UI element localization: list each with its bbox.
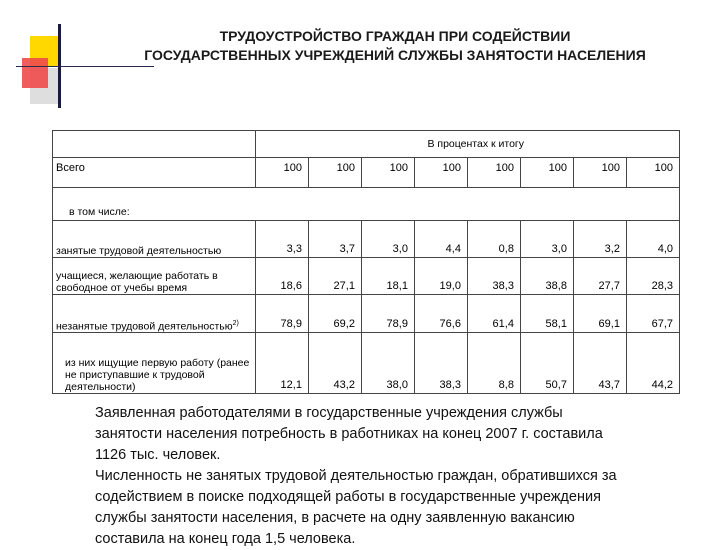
table-cell: 43,7	[573, 333, 626, 394]
table-cell: 38,3	[414, 333, 467, 394]
table-cell: 100	[467, 158, 520, 188]
table-corner-cell	[53, 131, 256, 158]
table-cell: 0,8	[467, 221, 520, 258]
table-cell: 4,0	[626, 221, 679, 258]
table-cell: 4,4	[414, 221, 467, 258]
table-cell: 8,8	[467, 333, 520, 394]
table-cell: 44,2	[626, 333, 679, 394]
paragraph-line: занятости населения потребность в работниках на конец 2007 г. составила	[95, 426, 603, 442]
table-cell: 19,0	[414, 258, 467, 295]
paragraph-line: службы занятости населения, в расчете на одну заявленную вакансию	[95, 510, 575, 526]
table-cell: 38,0	[361, 333, 414, 394]
title-line-1: ТРУДОУСТРОЙСТВО ГРАЖДАН ПРИ СОДЕЙСТВИИ	[219, 28, 571, 44]
paragraph-line: составила на конец года 1,5 человека.	[95, 531, 356, 547]
table-cell: 69,1	[573, 295, 626, 333]
table-row	[53, 295, 680, 333]
table-cell: 3,3	[255, 221, 308, 258]
page-title	[100, 27, 690, 65]
statistics-table	[52, 130, 680, 394]
table-cell: 78,9	[255, 295, 308, 333]
table-cell: 50,7	[520, 333, 573, 394]
row-label-text: незанятые трудовой деятельностью	[56, 320, 233, 332]
table-row	[53, 333, 680, 394]
table-cell: 43,2	[308, 333, 361, 394]
paragraph-line: Заявленная работодателями в государственные учреждения службы	[95, 405, 563, 421]
units-label: В процентах к итогу	[255, 131, 679, 158]
table-subheader-row	[53, 188, 680, 221]
table-cell: 3,2	[573, 221, 626, 258]
table-units-row	[53, 131, 680, 158]
footnote-marker: 2)	[232, 319, 239, 327]
paragraph-line: 1126 тыс. человек.	[95, 447, 221, 463]
title-line-2: ГОСУДАРСТВЕННЫХ УЧРЕЖДЕНИЙ СЛУЖБЫ ЗАНЯТОСТИ НАСЕЛЕНИЯ	[144, 47, 646, 63]
table-cell: 100	[308, 158, 361, 188]
table-cell: 67,7	[626, 295, 679, 333]
table-cell: 3,0	[520, 221, 573, 258]
table-cell: 100	[361, 158, 414, 188]
subheader-label: в том числе:	[53, 188, 680, 221]
summary-paragraph	[95, 403, 695, 550]
table-cell: 3,0	[361, 221, 414, 258]
table-cell: 100	[626, 158, 679, 188]
table-cell: 69,2	[308, 295, 361, 333]
table-row	[53, 258, 680, 295]
table-cell: 76,6	[414, 295, 467, 333]
table-row	[53, 221, 680, 258]
table-cell: 100	[255, 158, 308, 188]
row-label: из них ищущие первую работу (ранее не приступавшие к трудовой деятельности)	[53, 333, 256, 394]
table-cell: 38,8	[520, 258, 573, 295]
paragraph-line: содействием в поиске подходящей работы в государственные учреждения	[95, 489, 601, 505]
decor-horizontal-rule	[16, 66, 154, 67]
table-cell: 18,1	[361, 258, 414, 295]
table-cell: 78,9	[361, 295, 414, 333]
table-cell: 12,1	[255, 333, 308, 394]
row-label: занятые трудовой деятельностью	[53, 221, 256, 258]
table-cell: 61,4	[467, 295, 520, 333]
table-cell: 100	[573, 158, 626, 188]
table-cell: 100	[520, 158, 573, 188]
table-cell: 38,3	[467, 258, 520, 295]
table-cell: 27,1	[308, 258, 361, 295]
row-label: учащиеся, желающие работать в свободное от учебы время	[53, 258, 256, 295]
table-cell: 18,6	[255, 258, 308, 295]
table-cell: 100	[414, 158, 467, 188]
row-label	[53, 295, 256, 333]
table-cell: 3,7	[308, 221, 361, 258]
table-row	[53, 158, 680, 188]
paragraph-line: Численность не занятых трудовой деятельностью граждан, обратившихся за	[95, 468, 617, 484]
row-label: Всего	[53, 158, 256, 188]
table-cell: 28,3	[626, 258, 679, 295]
table-cell: 27,7	[573, 258, 626, 295]
decor-red-square	[22, 58, 48, 88]
table-cell: 58,1	[520, 295, 573, 333]
